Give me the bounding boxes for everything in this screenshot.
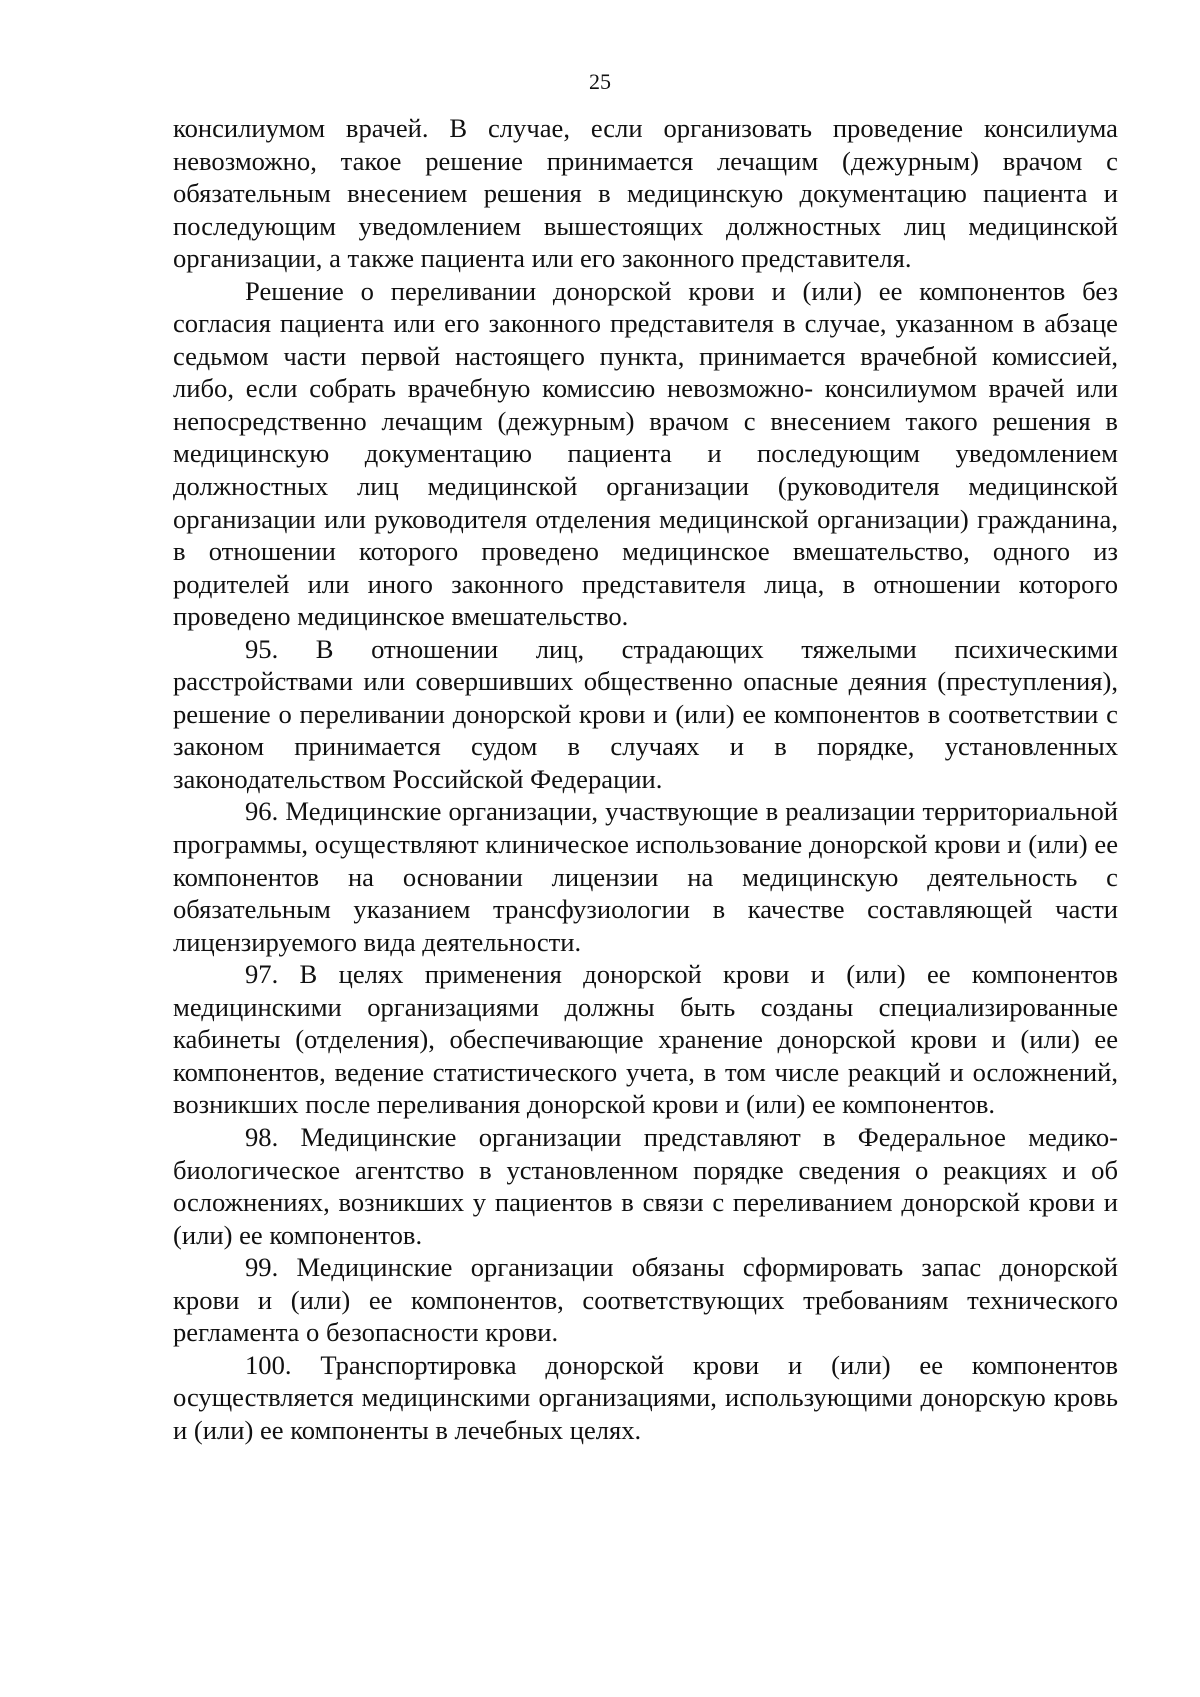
paragraph-95: 95. В отношении лиц, страдающих тяжелыми психическими расстройствами или совершивших общественно опасные деяния (преступления), решение о переливании донорской крови и (или) ее компонентов в соответствии с законом принимается судом в случаях и в порядке, установленных законодательством Российской Федерации. [173,633,1118,794]
paragraph-100: 100. Транспортировка донорской крови и (или) ее компонентов осуществляется медицинскими организациями, использующими донорскую кровь и (или) ее компоненты в лечебных целях. [173,1349,1118,1445]
page-number: 25 [589,69,611,94]
document-body [173,112,1118,1446]
paragraph-98: 98. Медицинские организации представляют в Федеральное медико-биологическое агентство в установленном порядке сведения о реакциях и об осложнениях, возникших у пациентов в связи с переливанием донорской крови и (или) ее компонентов. [173,1121,1118,1250]
paragraph-continuation: консилиумом врачей. В случае, если организовать проведение консилиума невозможно, такое решение принимается лечащим (дежурным) врачом с обязательным внесением решения в медицинскую документацию пациента и последующим уведомлением вышестоящих должностных лиц медицинской организации, а также пациента или его законного представителя. [173,113,1118,274]
paragraph-97: 97. В целях применения донорской крови и (или) ее компонентов медицинскими организациями должны быть созданы специализированные кабинеты (отделения), обеспечивающие хранение донорской крови и (или) ее компонентов, ведение статистического учета, в том числе реакций и осложнений, возникших после переливания донорской крови и (или) ее компонентов. [173,959,1118,1120]
paragraph-96: 96. Медицинские организации, участвующие в реализации территориальной программы, осуществляют клиническое использование донорской крови и (или) ее компонентов на основании лицензии на медицинскую деятельность с обязательным указанием трансфузиологии в качестве составляющей части лицензируемого вида деятельности. [173,796,1118,957]
paragraph-99: 99. Медицинские организации обязаны сформировать запас донорской крови и (или) ее компонентов, соответствующих требованиям технического регламента о безопасности крови. [173,1252,1118,1348]
paragraph-transfusion-decision: Решение о переливании донорской крови и (или) ее компонентов без согласия пациента или его законного представителя в случае, указанном в абзаце седьмом части первой настоящего пункта, принимается врачебной комиссией, либо, если собрать врачебную комиссию невозможно- консилиумом врачей или непосредственно лечащим (дежурным) врачом с внесением такого решения в медицинскую документацию пациента и последующим уведомлением должностных лиц медицинской организации (руководителя медицинской организации или руководителя отделения медицинской организации) гражданина, в отношении которого проведено медицинское вмешательство, одного из родителей или иного законного представителя лица, в отношении которого проведено медицинское вмешательство. [173,275,1118,632]
